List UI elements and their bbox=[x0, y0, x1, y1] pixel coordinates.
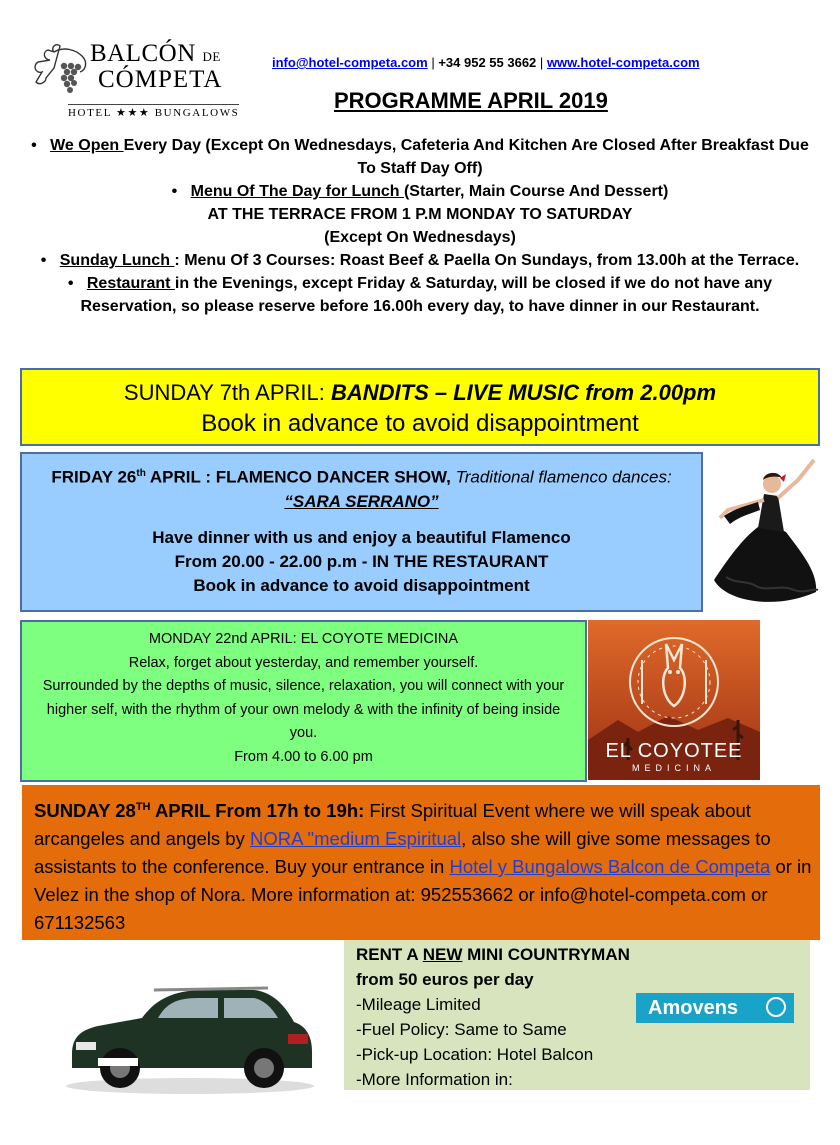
coyote-logo-subtitle: MEDICINA bbox=[631, 763, 716, 773]
separator: | bbox=[539, 55, 544, 70]
car-rental-price: from 50 euros per day bbox=[356, 970, 534, 989]
car-rental-item: -Mileage Limited bbox=[356, 995, 481, 1014]
coyote-logo-title: EL COYOTEE bbox=[605, 740, 743, 762]
hotel-link[interactable]: Hotel y Bungalows Balcon de Competa bbox=[449, 856, 771, 878]
website-link[interactable]: www.hotel-competa.com bbox=[546, 55, 700, 70]
bullet-menu: • Menu Of The Day for Lunch (Starter, Main Course And Dessert) AT THE TERRACE FROM 1 P.M MONDAY TO SATURDAY (Except On Wednesdays) bbox=[171, 183, 669, 246]
event-coyote-time: From 4.00 to 6.00 pm bbox=[234, 748, 373, 765]
event-coyote-line2: Surrounded by the depths of music, silence, relaxation, you will connect with your higher self, with the rhythm of your own melody & with the infinity of being inside you. bbox=[42, 678, 565, 741]
car-rental-item: -More Information in: bbox=[356, 1070, 513, 1089]
event-spiritual-box: SUNDAY 28TH APRIL From 17h to 19h: First Spiritual Event where we will speak about arcangeles and angels by NORA "medium Espiritual, also she will give some messages to assistants to the conference. Buy your entrance in Hotel y Bungalows Balcon de Competa or in Velez in the shop of Nora. More information at: 952553662 or info@hotel-competa.com or 671132563 bbox=[22, 785, 820, 940]
event-bandits-note: Book in advance to avoid disappointment bbox=[201, 410, 639, 437]
logo-line2: CÓMPETA bbox=[98, 66, 223, 93]
car-rental-title: RENT A NEW MINI COUNTRYMAN bbox=[356, 945, 630, 964]
amovens-brand: Amovens bbox=[648, 997, 739, 1019]
logo-line1: BALCÓN DE bbox=[90, 40, 221, 67]
bullet-sunday-lunch: • Sunday Lunch : Menu Of 3 Courses: Roast Beef & Paella On Sundays, from 13.00h at the Terrace. bbox=[40, 252, 800, 269]
page-title: PROGRAMME APRIL 2019 bbox=[334, 88, 608, 113]
email-link[interactable]: info@hotel-competa.com bbox=[272, 55, 428, 70]
phone-number: +34 952 55 3662 bbox=[438, 55, 537, 70]
flamenco-dancer-image bbox=[706, 452, 828, 610]
event-coyote-box bbox=[20, 620, 587, 782]
event-coyote-title: MONDAY 22nd APRIL: EL COYOTE MEDICINA bbox=[148, 631, 459, 647]
event-flamenco-details: Have dinner with us and enjoy a beautiful Flamenco From 20.00 - 22.00 p.m - IN THE RESTAURANT Book in advance to avoid disappointment bbox=[152, 527, 571, 595]
nora-link[interactable]: NORA "medium Espiritual bbox=[249, 828, 462, 850]
amovens-logo[interactable] bbox=[636, 993, 794, 1023]
logo-subtitle: HOTEL ★★★ BUNGALOWS bbox=[68, 104, 239, 119]
smile-icon bbox=[766, 997, 786, 1017]
car-rental-item: -Fuel Policy: Same to Same bbox=[356, 1020, 567, 1039]
bullet-opening: • We Open Every Day (Except On Wednesdays, Cafeteria And Kitchen Are Closed After Breakfast Due To Staff Day Off) bbox=[31, 137, 809, 177]
coyote-medicina-logo bbox=[588, 620, 760, 780]
grapes-icon bbox=[30, 42, 92, 100]
info-bullets bbox=[20, 134, 820, 318]
mini-countryman-image bbox=[58, 968, 320, 1096]
event-flamenco-box bbox=[20, 452, 703, 612]
event-spiritual-date: SUNDAY 28TH APRIL From 17h to 19h: bbox=[34, 800, 365, 822]
bullet-restaurant: • Restaurant in the Evenings, except Friday & Saturday, will be closed if we do not have any Reservation, so please reserve before 16.00h every day, to have dinner in our Restaurant. bbox=[67, 275, 773, 315]
separator: | bbox=[431, 55, 435, 70]
event-coyote-line1: Relax, forget about yesterday, and remember yourself. bbox=[128, 654, 479, 671]
event-flamenco-title: FRIDAY 26th APRIL : FLAMENCO DANCER SHOW, Traditional flamenco dances: “SARA SERRANO” bbox=[51, 467, 672, 511]
event-bandits-title: SUNDAY 7th APRIL: BANDITS – LIVE MUSIC from 2.00pm bbox=[123, 380, 717, 405]
car-rental-item: -Pick-up Location: Hotel Balcon bbox=[356, 1045, 594, 1064]
event-bandits-box bbox=[20, 368, 820, 446]
hotel-logo bbox=[30, 38, 260, 122]
contact-bar bbox=[272, 55, 700, 70]
